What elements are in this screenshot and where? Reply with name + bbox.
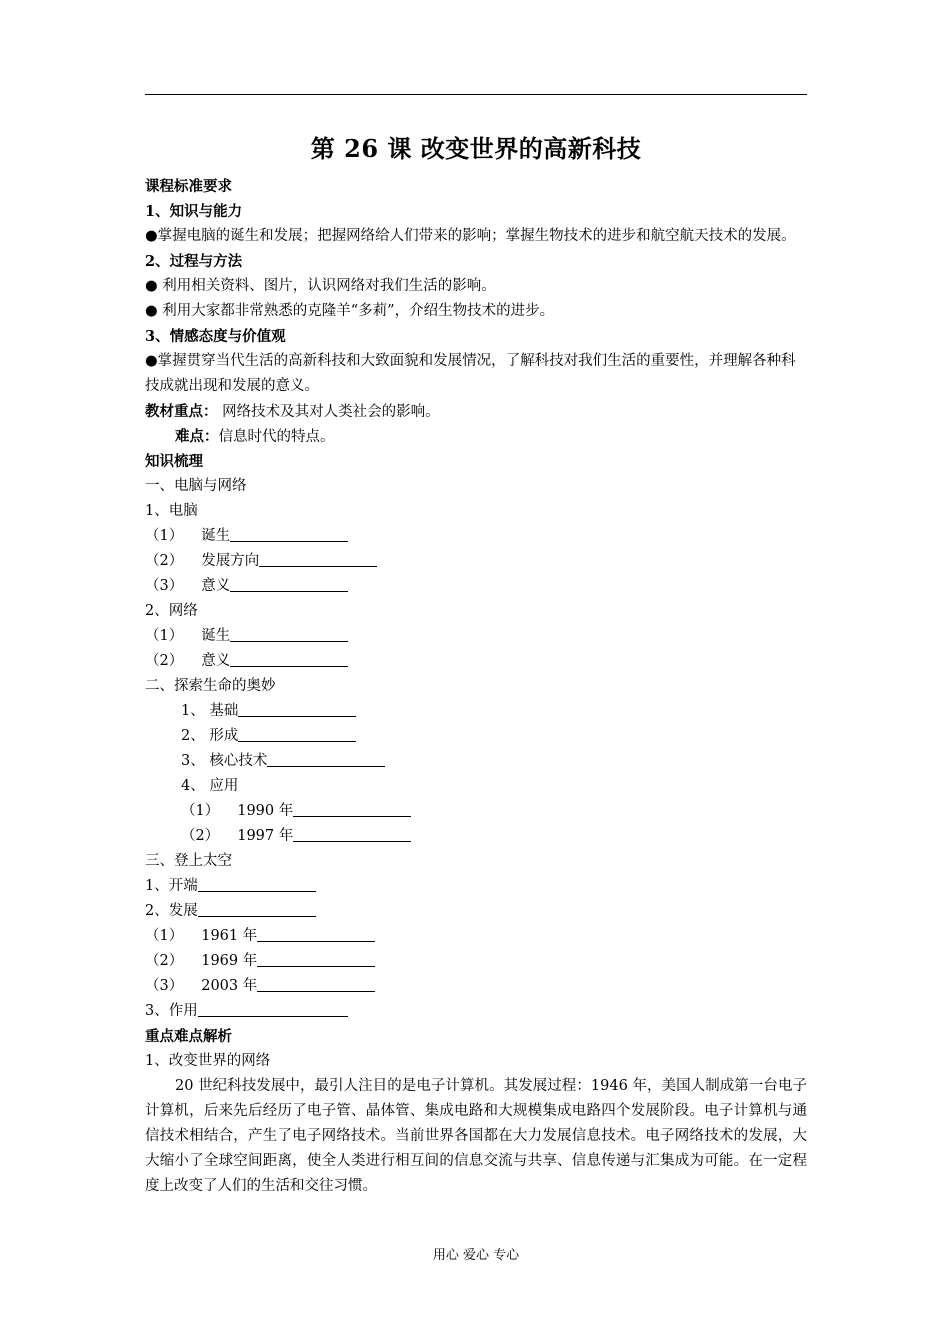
outline-part-2: 二、探索生命的奥妙: [145, 678, 276, 694]
knowledge-ability-heading: 1、知识与能力: [145, 203, 243, 220]
outline-item: [145, 649, 807, 674]
fill-blank[interactable]: [198, 900, 316, 917]
focus-label: 教材重点：: [145, 403, 218, 420]
outline-part-1: 一、电脑与网络: [145, 478, 247, 494]
difficulty-line: [145, 424, 807, 449]
outline-item: [145, 549, 807, 574]
item-label: 2、发展: [145, 903, 198, 919]
item-number: （2）: [145, 553, 184, 569]
outline-item: [145, 799, 807, 824]
outline-item: [145, 949, 807, 974]
focus-text: 网络技术及其对人类社会的影响。: [222, 404, 440, 420]
fill-blank[interactable]: [238, 725, 356, 742]
outline-item: [145, 624, 807, 649]
item-number: （2）: [145, 653, 184, 669]
section-outline-heading: 知识梳理: [145, 453, 203, 470]
fill-blank[interactable]: [259, 550, 377, 567]
process-method-heading: 2、过程与方法: [145, 253, 243, 270]
outline-item: [145, 699, 807, 724]
item-number: （1）: [145, 628, 184, 644]
fill-blank[interactable]: [267, 750, 385, 767]
header-rule: [145, 94, 807, 95]
item-label: 1969 年: [201, 953, 258, 969]
attitude-values-heading: 3、情感态度与价值观: [145, 328, 286, 345]
outline-part-3: 三、登上太空: [145, 853, 232, 869]
outline-item: [145, 574, 807, 599]
outline-item: [145, 899, 807, 924]
item-label: 意义: [201, 653, 231, 669]
item-number: （2）: [145, 953, 184, 969]
difficulty-text: 信息时代的特点。: [218, 429, 335, 445]
item-label: 发展方向: [201, 553, 260, 569]
attitude-values-text: ●掌握贯穿当代生活的高新科技和大致面貌和发展情况，了解科技对我们生活的重要性，并理解各种科技成就出现和发展的意义。: [145, 353, 796, 394]
item-label: 3、 核心技术: [181, 753, 268, 769]
fill-blank[interactable]: [238, 700, 356, 717]
item-label: 1961 年: [201, 928, 258, 944]
outline-item: [145, 749, 807, 774]
item-label: 诞生: [201, 628, 231, 644]
outline-item: [145, 774, 807, 799]
outline-item: [145, 924, 807, 949]
item-label: 1997 年: [237, 828, 294, 844]
fill-blank[interactable]: [230, 525, 348, 542]
item-label: 4、 应用: [181, 778, 239, 794]
analysis-subheading: 1、改变世界的网络: [145, 1053, 271, 1069]
item-label: 意义: [201, 578, 231, 594]
outline-computer: 1、电脑: [145, 503, 198, 519]
page-title: 第 26 课 改变世界的高新科技: [310, 134, 642, 163]
fill-blank[interactable]: [230, 575, 348, 592]
outline-item: [145, 524, 807, 549]
fill-blank[interactable]: [257, 950, 375, 967]
outline-item: [145, 974, 807, 999]
outline-network: 2、网络: [145, 603, 198, 619]
outline-item: [145, 724, 807, 749]
fill-blank[interactable]: [257, 975, 375, 992]
item-number: （3）: [145, 578, 184, 594]
item-number: （1）: [181, 803, 220, 819]
item-label: 1、 基础: [181, 703, 239, 719]
outline-item: [145, 824, 807, 849]
document-body: [145, 174, 807, 1199]
item-number: （3）: [145, 978, 184, 994]
item-label: 1、开端: [145, 878, 198, 894]
item-label: 1990 年: [237, 803, 294, 819]
section-standard-heading: 课程标准要求: [145, 178, 232, 195]
item-label: 2、 形成: [181, 728, 239, 744]
difficulty-label: 难点：: [175, 428, 219, 445]
item-label: 诞生: [201, 528, 231, 544]
outline-item: [145, 999, 807, 1024]
item-number: （2）: [181, 828, 220, 844]
fill-blank[interactable]: [293, 825, 411, 842]
fill-blank[interactable]: [230, 650, 348, 667]
fill-blank[interactable]: [198, 875, 316, 892]
item-label: 2003 年: [201, 978, 258, 994]
section-analysis-heading: 重点难点解析: [145, 1028, 232, 1045]
item-label: 3、作用: [145, 1003, 198, 1019]
analysis-paragraph: 20 世纪科技发展中，最引人注目的是电子计算机。其发展过程：1946 年，美国人制成第一台电子计算机，后来先后经历了电子管、晶体管、集成电路和大规模集成电路四个发展阶段。电子计算机与通信技术相结合，产生了电子网络技术。当前世界各国都在大力发展信息技术。电子网络技术的发展，大大缩小了全球空间距离，使全人类进行相互间的信息交流与共享、信息传递与汇集成为可能。在一定程度上改变了人们的生活和交往习惯。: [145, 1078, 807, 1194]
process-method-bullet-1: ● 利用相关资料、图片，认识网络对我们生活的影响。: [145, 278, 496, 294]
fill-blank[interactable]: [257, 925, 375, 942]
fill-blank[interactable]: [198, 1000, 348, 1017]
knowledge-ability-text: ●掌握电脑的诞生和发展；把握网络给人们带来的影响；掌握生物技术的进步和航空航天技术的发展。: [145, 228, 796, 244]
fill-blank[interactable]: [293, 800, 411, 817]
outline-item: [145, 874, 807, 899]
process-method-bullet-2: ● 利用大家都非常熟悉的克隆羊“多莉”，介绍生物技术的进步。: [145, 303, 555, 319]
page-footer: 用心 爱心 专心: [432, 1248, 520, 1263]
fill-blank[interactable]: [230, 625, 348, 642]
item-number: （1）: [145, 528, 184, 544]
item-number: （1）: [145, 928, 184, 944]
focus-line: [145, 399, 807, 424]
